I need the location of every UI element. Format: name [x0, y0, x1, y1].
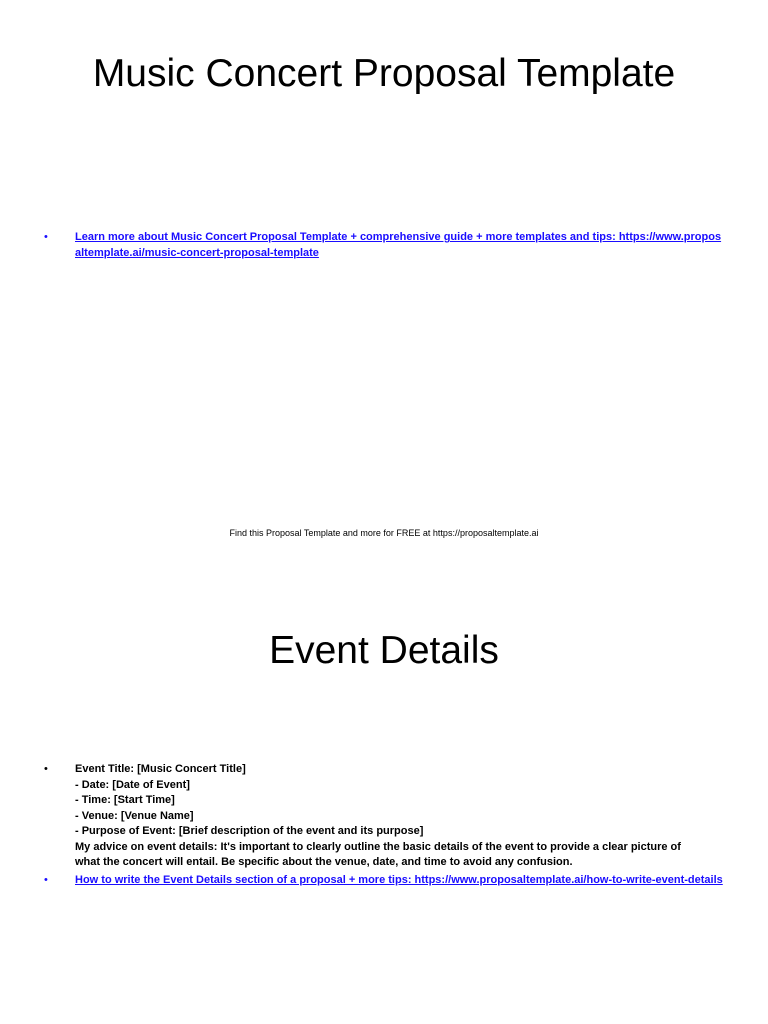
section-title: Event Details [269, 629, 499, 672]
detail-line: My advice on event details: It's important to clearly outline the basic details of the event to provide a clear picture of [75, 840, 681, 853]
detail-line: - Time: [Start Time] [75, 794, 175, 806]
guide-link[interactable]: Learn more about Music Concert Proposal Template + comprehensive guide + more templates and tips: https://www.proposaltemplate.ai/music-concert-proposal-template [75, 231, 722, 259]
detail-line: - Purpose of Event: [Brief description of the event and its purpose] [75, 825, 424, 837]
bullet-list [44, 762, 724, 890]
slide-event-details [0, 576, 768, 1024]
bullet-icon: • [44, 873, 48, 886]
bullet-icon: • [44, 231, 48, 243]
list-item [44, 762, 724, 871]
event-details-text [75, 762, 724, 871]
detail-line: - Venue: [Venue Name] [75, 809, 194, 822]
list-item [44, 230, 724, 261]
detail-line: - Date: [Date of Event] [75, 778, 190, 791]
bullet-list [44, 230, 724, 263]
tips-link[interactable]: How to write the Event Details section of a proposal + more tips: https://www.proposaltemplate.ai/how-to-write-event-details [75, 873, 723, 886]
footer-note: Find this Proposal Template and more for FREE at https://proposaltemplate.ai [229, 528, 539, 538]
page-title: Music Concert Proposal Template [92, 52, 676, 95]
detail-line: Event Title: [Music Concert Title] [75, 763, 246, 775]
bullet-icon: • [44, 763, 48, 775]
list-item [44, 873, 724, 889]
detail-line: what the concert will entail. Be specific about the venue, date, and time to avoid any confusion. [75, 856, 573, 868]
